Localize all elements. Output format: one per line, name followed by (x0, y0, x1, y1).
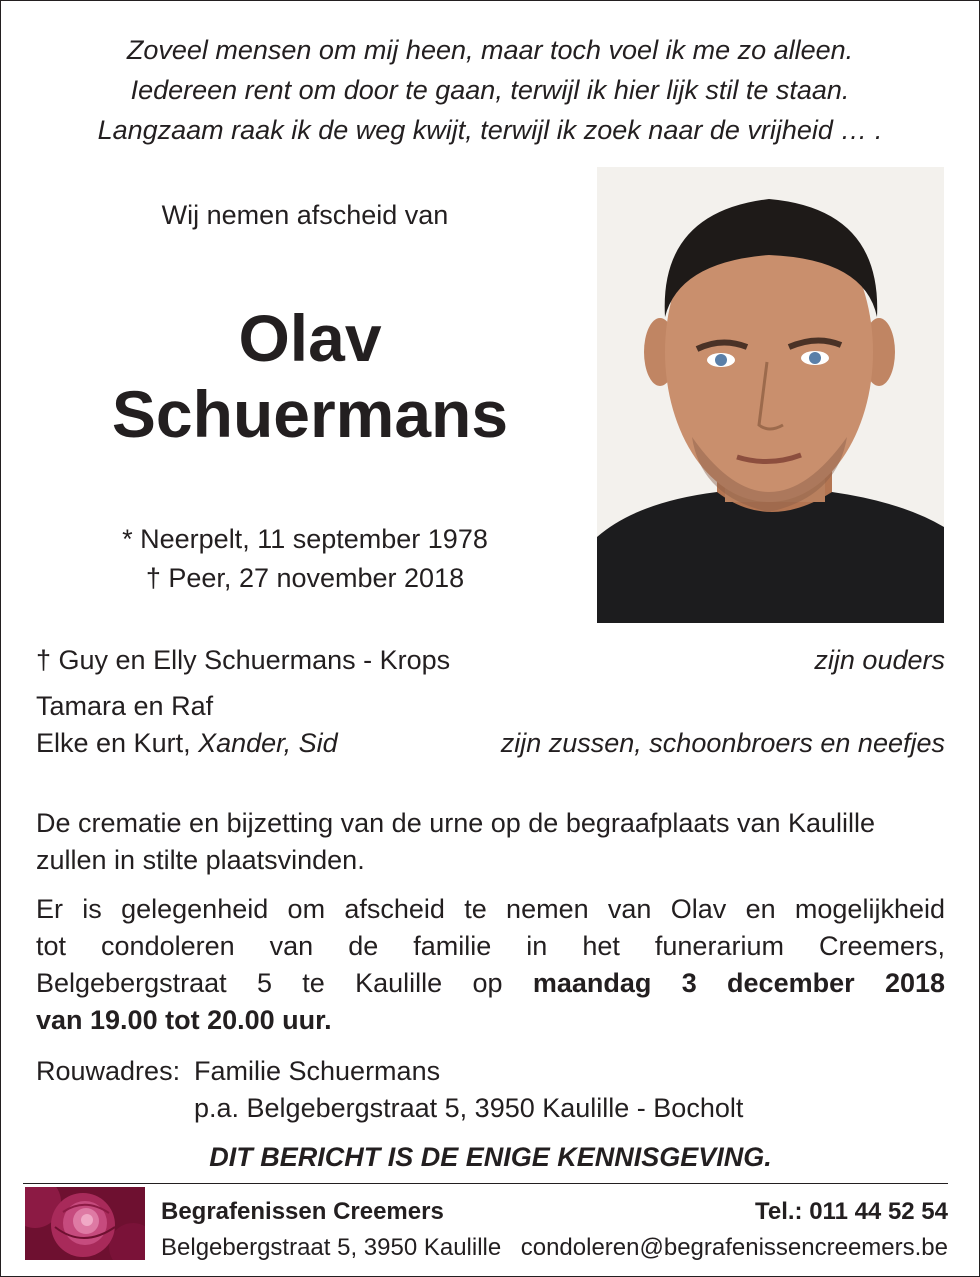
portrait-photo (597, 167, 944, 623)
siblings-relation: zijn zussen, schoonbroers en neefjes (500, 728, 945, 758)
visitation-paragraph (36, 891, 945, 1039)
visitation-time: van 19.00 tot 20.00 uur. (36, 1005, 332, 1035)
last-name: Schuermans (111, 377, 509, 451)
sibling-1-names: Tamara en Raf (36, 691, 214, 721)
visitation-line-1: Er is gelegenheid om afscheid te nemen van Olav en mogelijkheid (36, 894, 945, 924)
company-name: Begrafenissen Creemers (161, 1198, 444, 1225)
cremation-paragraph (36, 805, 945, 879)
sibling-2-names: Elke en Kurt, (36, 728, 199, 758)
poem-line-1: Zoveel mensen om mij heen, maar toch voel ik me zo alleen. (126, 35, 854, 65)
death-date: † Peer, 27 november 2018 (145, 563, 465, 593)
visitation-line-3 (36, 965, 945, 1002)
parents-names: † Guy en Elly Schuermans - Krops (36, 645, 451, 675)
company-email: condoleren@begrafenissencreemers.be (520, 1234, 948, 1261)
sibling-2-children: Xander, Sid (198, 728, 338, 758)
intro-text: Wij nemen afscheid van (161, 200, 449, 230)
family-row-sibling-2 (36, 728, 945, 759)
life-dates (80, 520, 530, 598)
visitation-date: maandag 3 december 2018 (532, 968, 946, 998)
first-name: Olav (238, 301, 382, 375)
cremation-line-1: De crematie en bijzetting van de urne op de begraafplaats van Kaulille (36, 808, 876, 838)
visitation-address: Belgebergstraat 5 te Kaulille op (36, 968, 533, 998)
cremation-line-2: zullen in stilte plaatsvinden. (36, 845, 365, 875)
deceased-name (60, 300, 560, 452)
family-row-parents (36, 645, 945, 676)
portrait-illustration (597, 167, 944, 623)
address-line-1: Familie Schuermans (194, 1056, 441, 1086)
company-street: Belgebergstraat 5, 3950 Kaulille (161, 1234, 502, 1261)
poem-line-3: Langzaam raak ik de weg kwijt, terwijl ik zoek naar de vrijheid … . (97, 115, 883, 145)
poem (40, 30, 940, 150)
parents-relation: zijn ouders (814, 645, 945, 675)
rose-icon (25, 1187, 145, 1260)
notice-text: DIT BERICHT IS DE ENIGE KENNISGEVING. (209, 1142, 772, 1172)
visitation-line-4 (36, 1002, 945, 1039)
birth-date: * Neerpelt, 11 september 1978 (122, 524, 488, 554)
family-row-sibling-1 (36, 691, 945, 722)
visitation-line-2: tot condoleren van de familie in het funerarium Creemers, (36, 931, 945, 961)
address-line-2: p.a. Belgebergstraat 5, 3950 Kaulille - Bocholt (194, 1093, 744, 1123)
footer (23, 1183, 948, 1264)
company-phone: Tel.: 011 44 52 54 (754, 1198, 948, 1225)
rose-image (25, 1187, 145, 1260)
address-label: Rouwadres: (36, 1056, 181, 1086)
poem-line-2: Iedereen rent om door te gaan, terwijl ik hier lijk stil te staan. (130, 75, 850, 105)
